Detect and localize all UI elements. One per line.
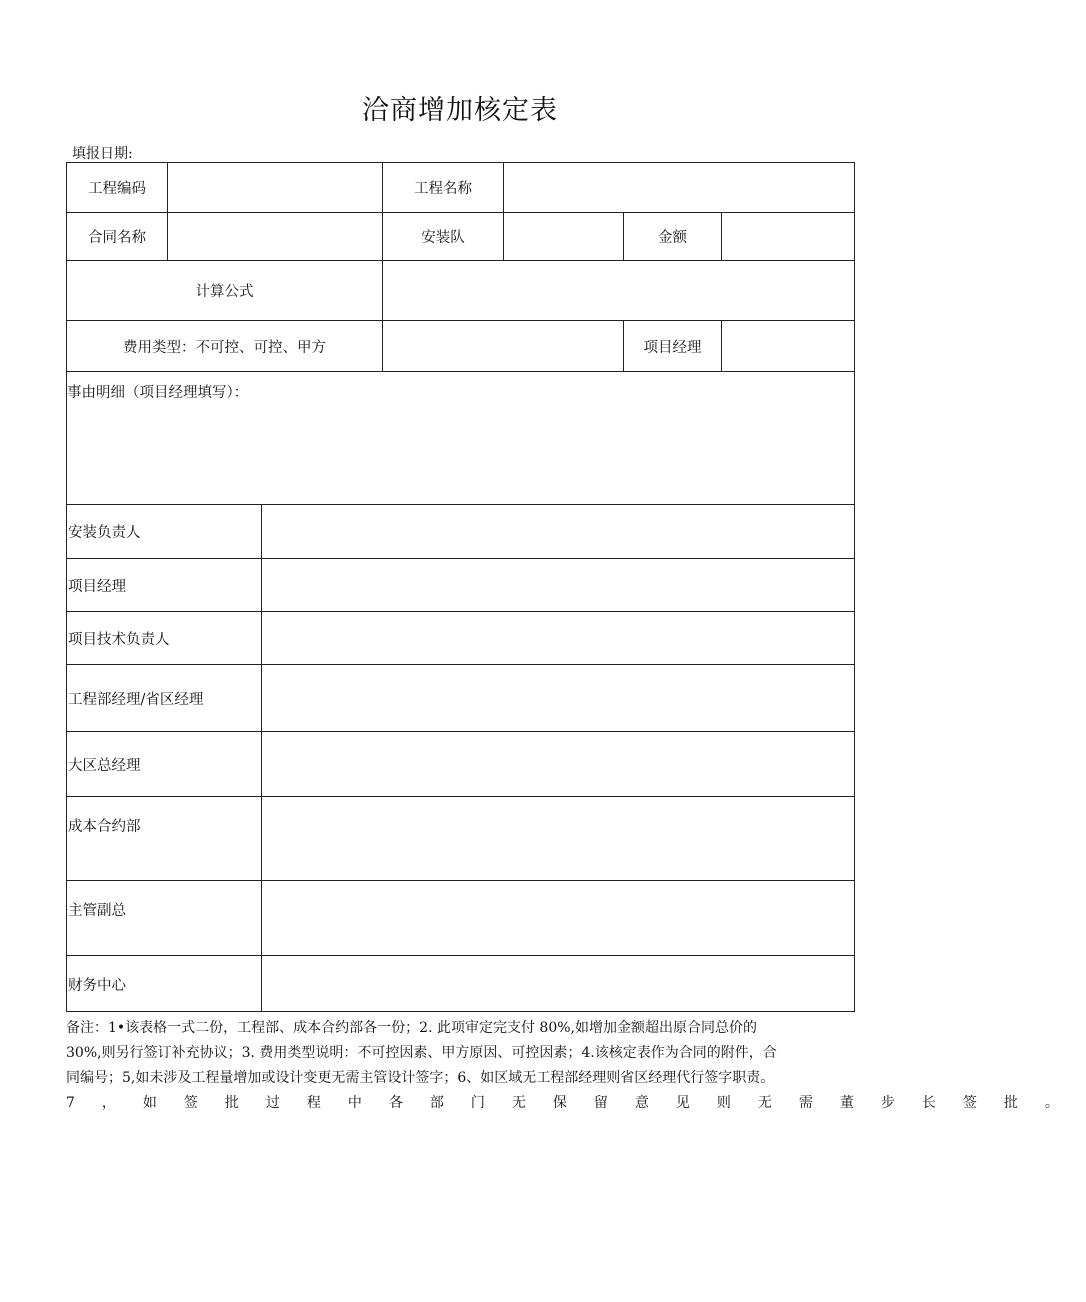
install-team-field[interactable] — [504, 213, 623, 260]
project-manager-label: 项目经理 — [643, 339, 702, 356]
signature-field-regional-gm[interactable] — [262, 732, 854, 796]
signature-field-install-lead[interactable] — [262, 505, 854, 558]
signature-field-finance-center[interactable] — [262, 956, 854, 1011]
signature-field-cost-contract-dept[interactable] — [262, 797, 854, 880]
signature-field-tech-lead[interactable] — [262, 612, 854, 664]
signatory-label-tech-lead: 项目技术负责人 — [68, 631, 170, 648]
notes-line-4: 7，如签批过程中各部门无保留意见则无需董步长签批。 — [66, 1095, 1086, 1111]
reason-detail-field[interactable] — [67, 407, 854, 503]
signatory-label-project-manager: 项目经理 — [68, 578, 126, 595]
contract-name-label: 合同名称 — [88, 230, 146, 246]
signatory-label-install-lead: 安装负责人 — [68, 525, 141, 541]
signature-field-engineering-manager[interactable] — [262, 665, 854, 731]
project-code-field[interactable] — [168, 163, 382, 212]
signatory-label-engineering-manager: 工程部经理/省区经理 — [68, 691, 204, 708]
project-name-label: 工程名称 — [414, 181, 472, 197]
notes-line-1: 备注：1•该表格一式二份，工程部、成本合约部各一份；2. 此项审定完支付 80%,如增加金额超出原合同总价的 — [66, 1020, 757, 1036]
page-title: 洽商增加核定表 — [362, 95, 558, 126]
signatory-label-cost-contract-dept: 成本合约部 — [68, 818, 141, 835]
amount-field[interactable] — [722, 213, 854, 260]
signatory-label-finance-center: 财务中心 — [68, 977, 126, 994]
fill-date-label: 填报日期: — [72, 146, 133, 162]
approval-form-table — [66, 162, 855, 1012]
cost-type-label: 费用类型：不可控、可控、甲方 — [123, 339, 326, 356]
notes-line-3: 同编号；5,如未涉及工程量增加或设计变更无需主管设计签字；6、如区域无工程部经理则省区经理代行签字职责。 — [66, 1070, 775, 1086]
notes-line-2: 30%,则另行签订补充协议；3. 费用类型说明：不可控因素、甲方原因、可控因素；4.该核定表作为合同的附件，合 — [66, 1045, 777, 1061]
cost-type-field[interactable] — [383, 321, 623, 371]
amount-label: 金额 — [658, 230, 687, 246]
signatory-label-regional-gm: 大区总经理 — [68, 757, 141, 774]
project-code-label: 工程编码 — [88, 181, 146, 197]
formula-label: 计算公式 — [195, 284, 254, 300]
formula-field[interactable] — [383, 261, 854, 320]
contract-name-field[interactable] — [168, 213, 382, 260]
project-name-field[interactable] — [504, 163, 854, 212]
signature-field-deputy-gm[interactable] — [262, 881, 854, 955]
notes-line-4-wrap — [66, 1091, 1086, 1115]
project-manager-field[interactable] — [722, 321, 854, 371]
signatory-label-deputy-gm: 主管副总 — [68, 902, 126, 919]
reason-detail-label: 事由明细（项目经理填写）： — [67, 385, 249, 401]
signature-field-project-manager[interactable] — [262, 559, 854, 611]
install-team-label: 安装队 — [421, 230, 465, 246]
